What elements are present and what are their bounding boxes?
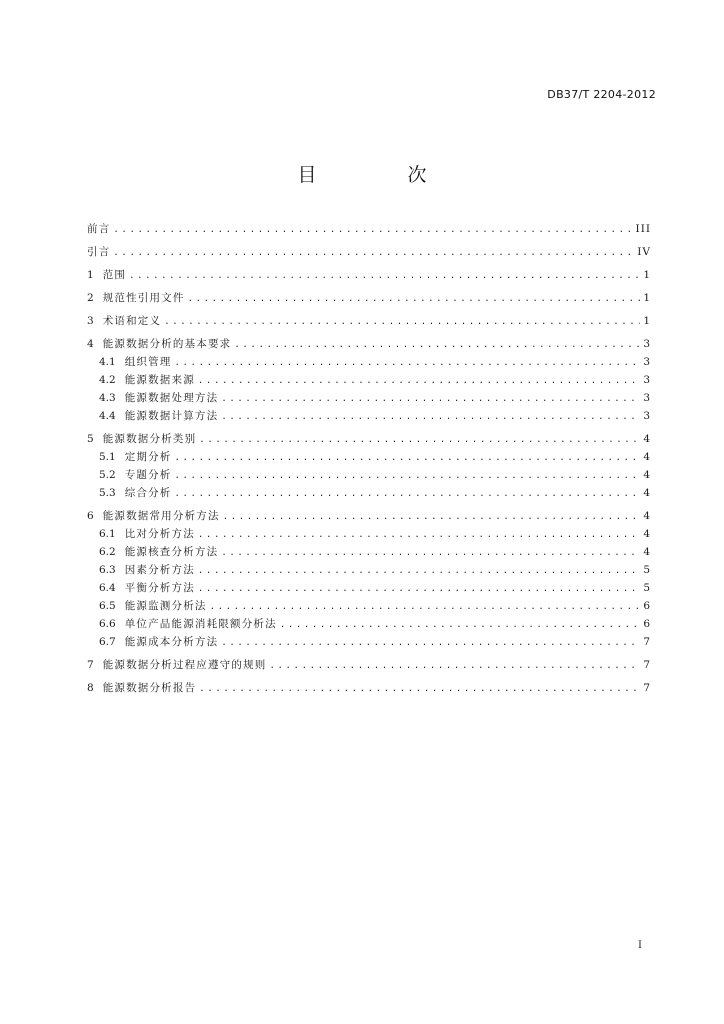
toc-entry-label: 单位产品能源消耗限额分析法 bbox=[124, 618, 277, 630]
toc-section-entry[interactable] bbox=[87, 289, 651, 307]
toc-subsection-entry[interactable] bbox=[87, 597, 651, 615]
toc-entry-label: 能源数据常用分析方法 bbox=[102, 510, 220, 522]
toc-entry-page: 4 bbox=[643, 451, 651, 463]
toc-entry-number: 4 bbox=[87, 338, 94, 350]
toc-dot-leader bbox=[270, 657, 641, 675]
toc-entry-label: 比对分析方法 bbox=[124, 528, 195, 540]
toc-entry-label: 引言 bbox=[87, 246, 111, 258]
toc-subsection-entry[interactable] bbox=[87, 615, 651, 633]
toc-entry-page: 7 bbox=[643, 636, 651, 648]
toc-entry-number: 6.1 bbox=[99, 528, 116, 540]
toc-entry-page: 4 bbox=[643, 433, 651, 445]
toc-dot-leader bbox=[129, 267, 640, 285]
toc-dot-leader bbox=[198, 580, 640, 598]
toc-entry-number: 6.2 bbox=[99, 546, 116, 558]
toc-entry-page: 6 bbox=[643, 618, 651, 630]
toc-subsection-entry[interactable] bbox=[87, 353, 651, 371]
toc-entry-page: IV bbox=[637, 246, 651, 258]
toc-entry-label: 前言 bbox=[87, 223, 111, 235]
toc-entry-number: 7 bbox=[87, 659, 94, 671]
toc-entry-label: 能源成本分析方法 bbox=[124, 636, 219, 648]
toc-subsection-entry[interactable] bbox=[87, 579, 651, 597]
toc-entry-page: 3 bbox=[643, 392, 651, 404]
toc-entry-number: 6 bbox=[87, 510, 94, 522]
toc-dot-leader bbox=[198, 562, 640, 580]
toc-dot-leader bbox=[221, 544, 640, 562]
toc-dot-leader bbox=[188, 290, 641, 308]
toc-entry-page: 4 bbox=[643, 487, 651, 499]
document-code: DB37/T 2204-2012 bbox=[547, 88, 656, 101]
toc-entry-label: 范围 bbox=[102, 269, 127, 281]
toc-dot-leader bbox=[221, 408, 640, 426]
toc-title: 目 次 bbox=[297, 164, 463, 186]
page-number: I bbox=[638, 940, 642, 951]
toc-subsection-entry[interactable] bbox=[87, 389, 651, 407]
toc-dot-leader bbox=[175, 354, 641, 372]
toc-entry-page: 5 bbox=[643, 564, 651, 576]
toc-entry-page: 7 bbox=[643, 682, 651, 694]
toc-entry-number: 6.7 bbox=[99, 636, 116, 648]
toc-entry-number: 5 bbox=[87, 433, 94, 445]
toc-entry-number: 1 bbox=[87, 269, 94, 281]
toc-entry-label: 能源数据分析过程应遵守的规则 bbox=[102, 659, 267, 671]
toc-entry-page: 6 bbox=[643, 600, 651, 612]
toc-entry-label: 能源数据分析报告 bbox=[102, 682, 197, 694]
toc-entry-label: 能源数据计算方法 bbox=[124, 410, 219, 422]
toc-section-entry[interactable] bbox=[87, 430, 651, 448]
toc-section-entry[interactable] bbox=[87, 312, 651, 330]
toc-entry-number: 5.3 bbox=[99, 487, 116, 499]
toc-dot-leader bbox=[198, 526, 640, 544]
toc-entry-label: 能源数据分析类别 bbox=[102, 433, 197, 445]
toc-subsection-entry[interactable] bbox=[87, 543, 651, 561]
toc-subsection-entry[interactable] bbox=[87, 371, 651, 389]
toc-section-entry[interactable] bbox=[87, 220, 651, 238]
toc-dot-leader bbox=[234, 336, 640, 354]
toc-entry-number: 4.4 bbox=[99, 410, 116, 422]
toc-dot-leader bbox=[221, 634, 640, 652]
toc-entry-page: 1 bbox=[643, 315, 651, 327]
toc-section-entry[interactable] bbox=[87, 243, 651, 261]
toc-entry-label: 术语和定义 bbox=[102, 315, 162, 327]
toc-entry-label: 综合分析 bbox=[124, 487, 172, 499]
toc-subsection-entry[interactable] bbox=[87, 561, 651, 579]
toc-entry-label: 定期分析 bbox=[124, 451, 172, 463]
toc-entry-page: 4 bbox=[643, 528, 651, 540]
toc-entry-number: 8 bbox=[87, 682, 94, 694]
toc-dot-leader bbox=[175, 449, 641, 467]
toc-dot-leader bbox=[175, 467, 641, 485]
toc-dot-leader bbox=[210, 598, 641, 616]
toc-entry-number: 6.6 bbox=[99, 618, 116, 630]
toc-dot-leader bbox=[221, 390, 640, 408]
toc-section-entry[interactable] bbox=[87, 507, 651, 525]
toc-entry-page: 5 bbox=[643, 582, 651, 594]
toc-entry-number: 4.1 bbox=[99, 356, 116, 368]
toc-entry-label: 规范性引用文件 bbox=[102, 292, 185, 304]
toc-entry-number: 5.1 bbox=[99, 451, 116, 463]
toc-subsection-entry[interactable] bbox=[87, 466, 651, 484]
toc-entry-label: 能源数据处理方法 bbox=[124, 392, 219, 404]
toc-dot-leader bbox=[164, 313, 640, 331]
toc-entry-number: 4.2 bbox=[99, 374, 116, 386]
toc-entry-label: 能源监测分析法 bbox=[124, 600, 207, 612]
toc-dot-leader bbox=[113, 244, 634, 262]
toc-entry-number: 6.3 bbox=[99, 564, 116, 576]
toc-dot-leader bbox=[199, 431, 640, 449]
toc-entry-label: 因素分析方法 bbox=[124, 564, 195, 576]
toc-dot-leader bbox=[175, 485, 641, 503]
toc-entry-page: 3 bbox=[643, 374, 651, 386]
toc-subsection-entry[interactable] bbox=[87, 407, 651, 425]
toc-dot-leader bbox=[199, 680, 640, 698]
toc-dot-leader bbox=[198, 372, 640, 390]
toc-entry-number: 2 bbox=[87, 292, 94, 304]
toc-entry-page: 3 bbox=[643, 410, 651, 422]
toc-dot-leader bbox=[280, 616, 641, 634]
table-of-contents bbox=[87, 220, 651, 697]
toc-entry-page: 4 bbox=[643, 469, 651, 481]
toc-entry-label: 组织管理 bbox=[124, 356, 172, 368]
toc-entry-page: 3 bbox=[643, 338, 651, 350]
toc-entry-page: III bbox=[635, 223, 651, 235]
toc-entry-label: 平衡分析方法 bbox=[124, 582, 195, 594]
toc-entry-page: 1 bbox=[643, 292, 651, 304]
toc-subsection-entry[interactable] bbox=[87, 633, 651, 651]
toc-section-entry[interactable] bbox=[87, 656, 651, 674]
toc-entry-number: 5.2 bbox=[99, 469, 116, 481]
toc-entry-page: 1 bbox=[643, 269, 651, 281]
toc-entry-label: 能源数据来源 bbox=[124, 374, 195, 386]
toc-section-entry[interactable] bbox=[87, 679, 651, 697]
toc-entry-number: 3 bbox=[87, 315, 94, 327]
toc-dot-leader bbox=[223, 508, 641, 526]
toc-entry-page: 7 bbox=[643, 659, 651, 671]
toc-entry-number: 4.3 bbox=[99, 392, 116, 404]
toc-entry-number: 6.5 bbox=[99, 600, 116, 612]
toc-entry-label: 专题分析 bbox=[124, 469, 172, 481]
toc-dot-leader bbox=[113, 221, 632, 239]
toc-subsection-entry[interactable] bbox=[87, 448, 651, 466]
toc-entry-number: 6.4 bbox=[99, 582, 116, 594]
toc-subsection-entry[interactable] bbox=[87, 484, 651, 502]
toc-subsection-entry[interactable] bbox=[87, 525, 651, 543]
toc-section-entry[interactable] bbox=[87, 266, 651, 284]
toc-entry-page: 3 bbox=[643, 356, 651, 368]
toc-entry-page: 4 bbox=[643, 510, 651, 522]
toc-entry-page: 4 bbox=[643, 546, 651, 558]
toc-section-entry[interactable] bbox=[87, 335, 651, 353]
toc-entry-label: 能源核查分析方法 bbox=[124, 546, 219, 558]
toc-entry-label: 能源数据分析的基本要求 bbox=[102, 338, 232, 350]
